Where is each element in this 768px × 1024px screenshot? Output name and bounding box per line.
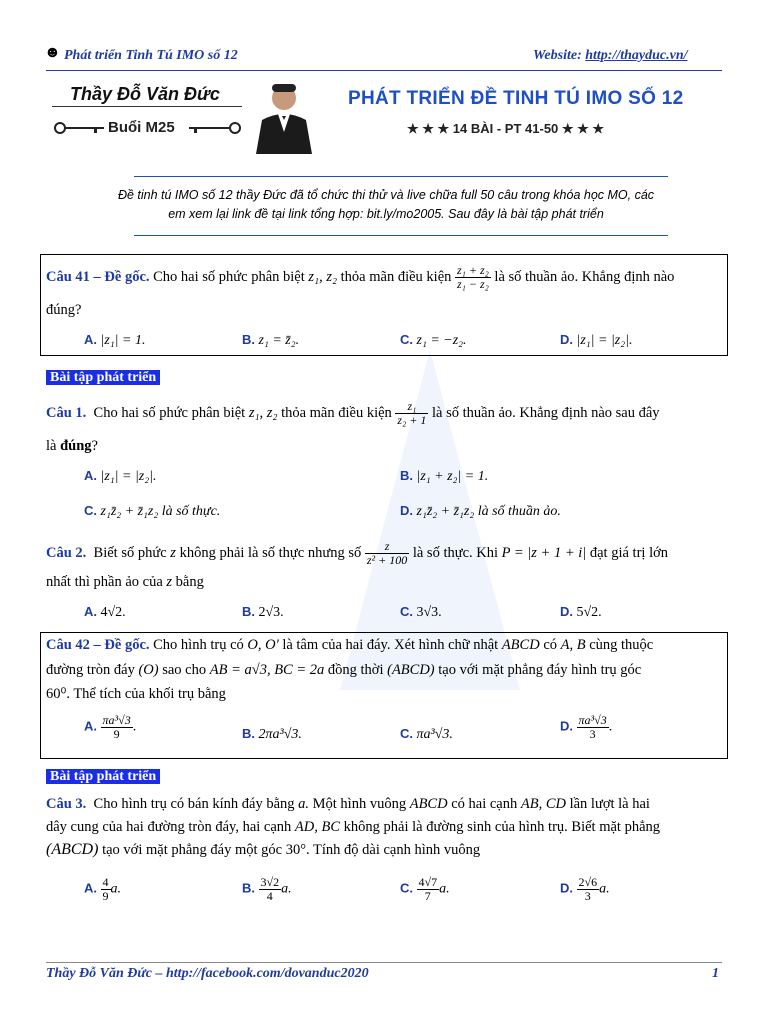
q42-option-c-value: πa³√3. (416, 727, 453, 742)
intro-line-2: em xem lại link đề tại link tổng hợp: bit.ly/mo2005. Sau đây là bài tập phát triển (168, 207, 604, 221)
q42-l1-g: cùng thuộc (589, 637, 654, 653)
q41-text-c: là số thuần ảo. Khẳng định nào (494, 268, 675, 285)
q41-option-b-value: z₁ = z̄₂. (258, 333, 300, 348)
q41-frac-num: z₁ + z₂ (457, 263, 489, 277)
header-title: Phát triển Tinh Tú IMO số 12 (64, 48, 238, 63)
banner-teacher-name: Thầy Đỗ Văn Đức (70, 84, 220, 104)
q42-l1-a: Cho hình trụ có (153, 637, 244, 653)
q1-vars: z₁, z₂ (248, 404, 278, 421)
question-42-line-3 (46, 682, 226, 706)
q3-l1-b: a. (298, 796, 310, 812)
q3-option-d[interactable]: D. $\frac{2√6}{3}$ a. (560, 875, 610, 903)
q41-option-c[interactable]: C. z₁ = −z₂. (400, 332, 467, 348)
q41-option-d[interactable]: D. |z₁| = |z₂|. (560, 332, 633, 348)
banner-underline (52, 106, 242, 107)
q2-var: z (170, 544, 176, 561)
q42-optA-num: πa³√3 (102, 713, 131, 727)
q3-l1-g: lần lượt là hai (569, 796, 650, 812)
q1-option-d-value: z₁z̄₂ + z̄₁z₂ là số thuần ảo. (416, 504, 561, 519)
q3-optD-num: 2√6 (578, 875, 598, 889)
q3-l2-a: dây cung của hai đường tròn đáy, hai cạnh (46, 819, 292, 835)
q1-option-a-value: |z₁| = |z₂|. (100, 469, 157, 484)
website-label: Website: (533, 48, 582, 63)
q3-optB-den: 4 (266, 889, 273, 903)
q42-option-b-value: 2πa³√3. (258, 727, 302, 742)
question-42-line-1 (46, 633, 722, 657)
q2-option-d[interactable]: D. 5√2. (560, 604, 602, 620)
header-logo-icon: ☻ (44, 44, 61, 61)
q2-text-a: Biết số phức (93, 544, 167, 561)
q42-option-b[interactable]: B. 2πa³√3. (242, 726, 302, 742)
q2-var-2: z (166, 574, 173, 590)
q41-option-a[interactable]: A. |z₁| = 1. (84, 332, 146, 348)
footer-author (46, 966, 369, 982)
q3-optA-num: 4 (102, 875, 109, 889)
q3-optC-num: 4√7 (418, 875, 438, 889)
q41-option-a-value: |z₁| = 1. (100, 333, 146, 348)
q42-l1-b: O, O' (247, 637, 279, 653)
q3-l2-b: AD, BC (294, 819, 341, 835)
q41-text-b: thỏa mãn điều kiện (340, 268, 452, 285)
q42-l1-f: A, B (560, 637, 586, 653)
question-3-line-1 (46, 792, 726, 816)
q2-text-e: nhất thì phần ảo của (46, 574, 163, 590)
q3-optA-den: 9 (102, 889, 109, 903)
q41-frac-den: z₁ − z₂ (457, 277, 489, 291)
q1-option-c-value: z₁z̄₂ + z̄₁z₂ là số thực. (100, 504, 221, 519)
q2-text-c: là số thực. Khi (412, 544, 499, 561)
q3-option-c[interactable]: C. $\frac{4√7}{7}$ a. (400, 875, 450, 903)
banner-subtitle: ★ ★ ★ 14 BÀI - PT 41-50 ★ ★ ★ (407, 121, 605, 136)
q1-text-d3: ? (91, 438, 98, 454)
q41-vars: z₁, z₂ (308, 268, 338, 285)
footer-facebook-link[interactable]: http://facebook.com/dovanduc2020 (166, 966, 369, 981)
q42-l3-b: . Thể tích của khối trụ bằng (66, 686, 226, 702)
q2-option-c-value: 3√3. (416, 605, 442, 620)
q2-text-e-line (46, 570, 204, 594)
q1-option-d[interactable]: D. z₁z̄₂ + z̄₁z₂ là số thuần ảo. (400, 503, 561, 519)
question-3-line-2 (46, 815, 726, 839)
q42-option-c[interactable]: C. πa³√3. (400, 726, 453, 742)
question-41-stem (46, 264, 726, 291)
intro-line-1: Đề tinh tú IMO số 12 thầy Đức đã tổ chức thi thử và live chữa full 50 câu trong khóa học MO, các (117, 188, 655, 202)
q42-optA-den: 9 (113, 727, 120, 741)
q42-l2-c: sao cho (162, 662, 207, 678)
q3-option-b-frac (259, 876, 282, 903)
section-tag-1-text: Bài tập phát triển (46, 370, 160, 385)
q42-option-d-frac (577, 714, 609, 741)
q3-optA-tail: a. (110, 881, 121, 897)
q2-option-d-value: 5√2. (576, 605, 602, 620)
q2-option-a-value: 4√2. (100, 605, 126, 620)
q3-l1-f: AB, CD (520, 796, 566, 812)
header-divider (46, 70, 722, 71)
header-website (533, 48, 688, 64)
q42-l2-b: (O) (138, 662, 159, 678)
q42-option-a[interactable]: A. $\frac{\text{πa³√3}}{9}$ . (84, 713, 137, 741)
q42-l1-e: có (543, 637, 557, 653)
q42-l2-d: AB = a√3, BC = 2a (209, 662, 325, 678)
q2-option-a[interactable]: A. 4√2. (84, 604, 126, 620)
website-link[interactable]: http://thayduc.vn/ (585, 48, 688, 63)
q42-l3-a: 60⁰ (46, 686, 67, 702)
question-41-label: Câu 41 – Đề gốc. (46, 268, 150, 285)
q1-text-d2: đúng (60, 438, 92, 454)
q2-option-b-value: 2√3. (258, 605, 284, 620)
teacher-avatar (252, 80, 316, 154)
q3-l3-a: (ABCD) (46, 841, 99, 858)
q1-option-b-value: |z₁ + z₂| = 1. (416, 469, 489, 484)
q3-l1-e: có hai cạnh (451, 796, 518, 812)
q3-l1-c: Một hình vuông (312, 796, 407, 812)
intro-top-rule (134, 176, 668, 177)
question-3-label: Câu 3. (46, 796, 87, 812)
q41-fraction (455, 264, 491, 291)
q1-text-d1: là (46, 438, 57, 454)
q1-option-b[interactable]: B. |z₁ + z₂| = 1. (400, 468, 489, 484)
q2-frac-den: z² + 100 (366, 553, 408, 567)
q1-text-b: thỏa mãn điều kiện (281, 404, 392, 421)
q3-optC-tail: a. (439, 881, 450, 897)
q3-optD-den: 3 (584, 889, 591, 903)
q41-option-b[interactable]: B. z₁ = z̄₂. (242, 332, 300, 348)
q3-option-d-frac (577, 876, 600, 903)
q3-optD-tail: a. (599, 881, 610, 897)
q2-text-d: đạt giá trị lớn (589, 544, 669, 561)
section-tag-1 (46, 368, 160, 386)
q2-option-b[interactable]: B. 2√3. (242, 604, 284, 620)
q3-option-b[interactable]: B. $\frac{3√2}{4}$ a. (242, 875, 292, 903)
q41-text-d: đúng? (46, 302, 82, 318)
q3-optB-num: 3√2 (260, 875, 280, 889)
q3-l2-c: không phải là đường sinh của hình trụ. Biết mặt phẳng (343, 819, 661, 835)
question-3-line-3 (46, 838, 480, 862)
section-tag-2-text: Bài tập phát triển (46, 769, 160, 784)
q42-l2-a: đường tròn đáy (46, 662, 135, 678)
q1-fraction (395, 400, 428, 427)
q42-l2-f: (ABCD) (387, 662, 435, 678)
q41-text: Cho hai số phức phân biệt (153, 268, 305, 285)
q1-frac-den: z₂ + 1 (397, 413, 427, 427)
q2-frac-num: z (365, 540, 409, 554)
q2-text-b: không phải là số thực nhưng số (179, 544, 362, 561)
q2-text-f: bằng (175, 574, 204, 590)
q1-option-a[interactable]: A. |z₁| = |z₂|. (84, 468, 157, 484)
q41-option-d-value: |z₁| = |z₂|. (576, 333, 633, 348)
q42-l1-c: là tâm của hai đáy. Xét hình chữ nhật (282, 637, 499, 653)
q3-optC-den: 7 (424, 889, 431, 903)
question-42-label: Câu 42 – Đề gốc. (46, 637, 150, 653)
q41-option-c-value: z₁ = −z₂. (416, 333, 467, 348)
question-2-label: Câu 2. (46, 544, 87, 561)
question-2-stem (46, 540, 726, 567)
banner-title: PHÁT TRIỂN ĐỀ TINH TÚ IMO SỐ 12 (348, 88, 684, 109)
q42-l2-e: đồng thời (327, 662, 384, 678)
footer-author-name: Thầy Đỗ Văn Đức – (46, 966, 163, 981)
q42-option-d[interactable]: D. $\frac{\text{πa³√3}}{3}$ . (560, 713, 613, 741)
section-tag-2 (46, 767, 160, 785)
q2-expr: P = |z + 1 + i| (501, 544, 587, 561)
q42-option-a-frac (101, 714, 133, 741)
q3-l3-b: tạo với mặt phẳng đáy một góc 30°. Tính độ dài cạnh hình vuông (102, 842, 481, 858)
page-number: 1 (712, 966, 719, 981)
intro-bottom-rule (134, 235, 668, 236)
question-42-line-2 (46, 658, 722, 682)
q1-option-c[interactable]: C. z₁z̄₂ + z̄₁z₂ là số thực. (84, 503, 221, 519)
q42-l2-g: tạo với mặt phẳng đáy hình trụ góc (438, 662, 642, 678)
q3-l1-d: ABCD (409, 796, 448, 812)
q3-option-a-frac (101, 876, 111, 903)
q2-fraction (365, 540, 409, 567)
intro-text (96, 186, 676, 224)
q1-text-a: Cho hai số phức phân biệt (93, 404, 246, 421)
q1-frac-num: z₁ (395, 400, 428, 414)
question-1-label: Câu 1. (46, 404, 87, 421)
question-1-stem (46, 400, 726, 427)
q3-optB-tail: a. (281, 881, 292, 897)
q2-option-c[interactable]: C. 3√3. (400, 604, 442, 620)
q3-option-c-frac (417, 876, 440, 903)
q3-option-a[interactable]: A. $\frac{4}{9}$ a. (84, 875, 121, 903)
banner-session: Buổi M25 (108, 119, 175, 136)
q1-text-c: là số thuần ảo. Khẳng định nào sau đây (432, 404, 660, 421)
q1-text-d (46, 434, 98, 458)
q42-optD-den: 3 (589, 727, 596, 741)
q3-l1-a: Cho hình trụ có bán kính đáy bằng (93, 796, 295, 812)
q42-optD-num: πa³√3 (578, 713, 607, 727)
q42-l1-d: ABCD (501, 637, 540, 653)
footer-divider (46, 962, 722, 963)
